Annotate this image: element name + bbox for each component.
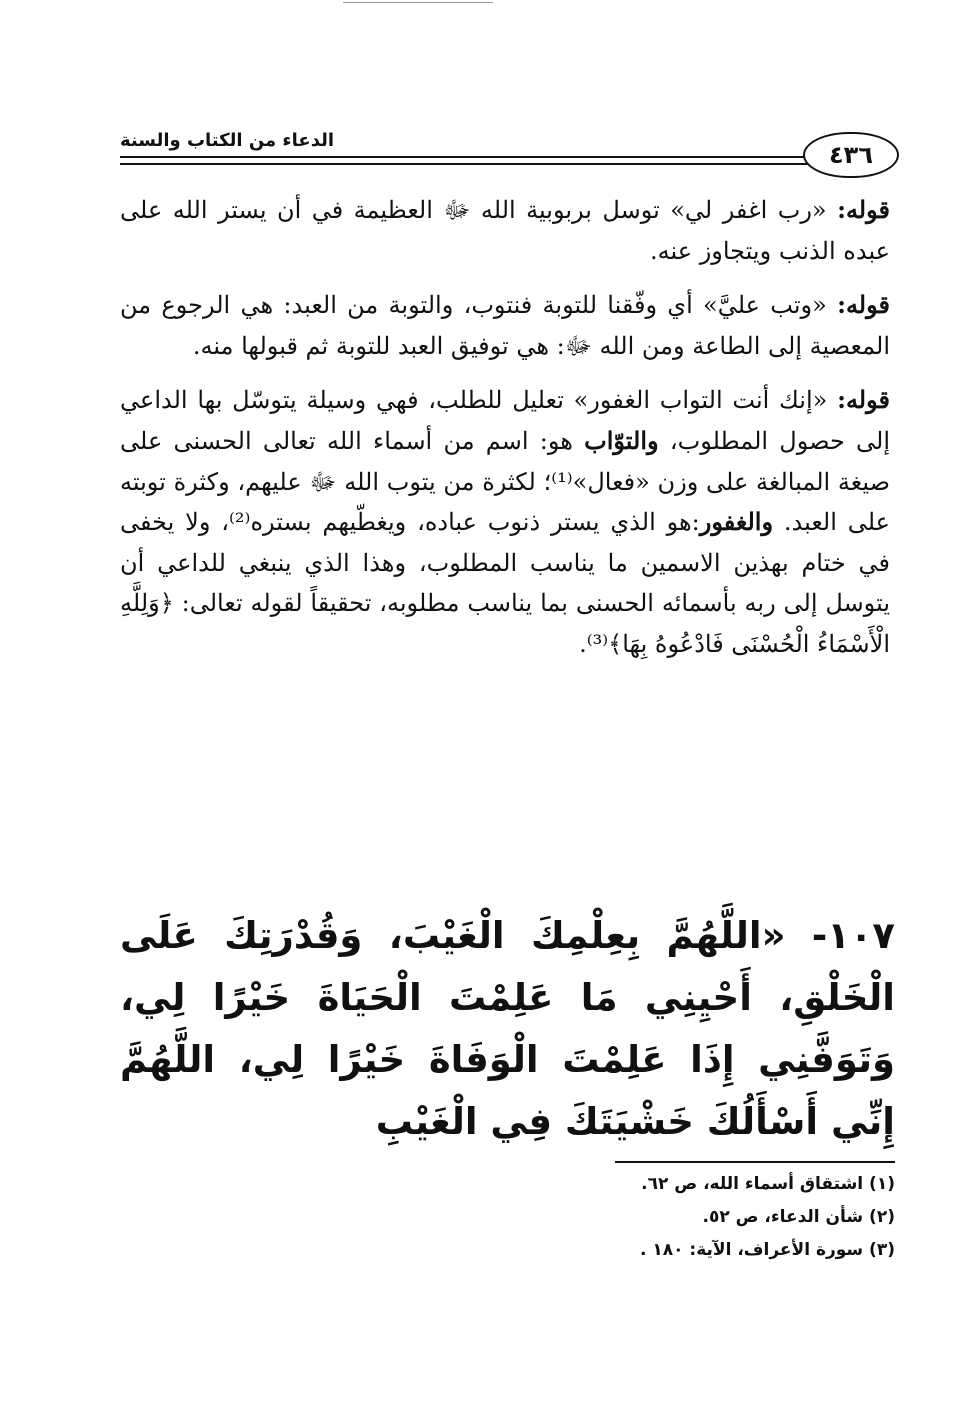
paragraph-lead: قوله: <box>837 195 890 224</box>
paragraph-1 <box>120 190 890 271</box>
paragraph-lead: قوله: <box>837 290 890 320</box>
hadith-text: ١٠٧- «اللَّهُمَّ بِعِلْمِكَ الْغَيْبَ، وَقُدْرَتِكَ عَلَى الْخَلْقِ، أَحْيِنِي مَا عَلِمْتَ الْحَيَاةَ خَيْرًا لِي، وَتَوَفَّنِي إِذَا عَلِمْتَ الْوَفَاةَ خَيْرًا لِي، اللَّهُمَّ إِنِّي أَسْأَلُكَ خَشْيَتَكَ فِي الْغَيْبِ <box>120 914 895 1143</box>
paragraph-text: «إنك أنت التواب الغفور» تعليل للطلب، فهي وسيلة يتوسّل بها الداعي إلى حصول المطلوب، <box>120 386 890 455</box>
page-number: ٤٣٦ <box>803 132 899 178</box>
footnote-3: (٣) سورة الأعراف، الآية: ١٨٠ . <box>639 1240 895 1260</box>
header-rule-top <box>120 156 810 158</box>
paragraph-text: هو: اسم من أسماء الله تعالى الحسنى على صيغة المبالغة على وزن «فعال»⁽¹⁾؛ لكثرة من يتوب الله ﷻ عليهم، وكثرة توبته على العبد. <box>120 426 891 537</box>
header-rule-bottom <box>120 163 810 165</box>
paragraph-text: :هو الذي يستر ذنوب عباده، ويغطّيهم بستره⁽²⁾، ولا يخفى في ختام بهذين الاسمين ما يناسب المطلوب، وهذا الذي ينبغي للداعي أن يتوسل إلى ربه بأسمائه الحسنى بما يناسب مطلوبه، تحقيقاً لقوله تعالى: ﴿وَلِلَّهِ الْأَسْمَاءُ الْحُسْنَى فَادْعُوهُ بِهَا﴾⁽³⁾. <box>120 508 890 658</box>
footnote-1: (١) اشتقاق أسماء الله، ص ٦٢. <box>641 1174 895 1194</box>
paragraph-3 <box>120 380 890 664</box>
page-header <box>120 130 895 182</box>
running-title: الدعاء من الكتاب والسنة <box>120 130 335 151</box>
footnote-rule <box>615 1161 895 1163</box>
footnotes <box>450 1168 895 1267</box>
term-tawwab: والتوّاب <box>584 425 659 455</box>
term-ghafur: والغفور <box>699 507 774 537</box>
body-text <box>120 190 890 679</box>
paragraph-2 <box>120 285 890 366</box>
footnote-2: (٢) شأن الدعاء، ص ٥٢. <box>702 1207 895 1227</box>
top-rule <box>343 2 493 3</box>
paragraph-lead: قوله: <box>837 385 890 415</box>
paragraph-text: «وتب عليَّ» أي وفّقنا للتوبة فنتوب، والتوبة من العبد: هي الرجوع من المعصية إلى الطاعة ومن الله ﷻ: هي توفيق العبد للتوبة ثم قبولها منه. <box>120 291 890 360</box>
paragraph-text: «رب اغفر لي» توسل بربوبية الله ﷻ العظيمة في أن يستر الله على عبده الذنب ويتجاوز عنه. <box>120 196 890 265</box>
